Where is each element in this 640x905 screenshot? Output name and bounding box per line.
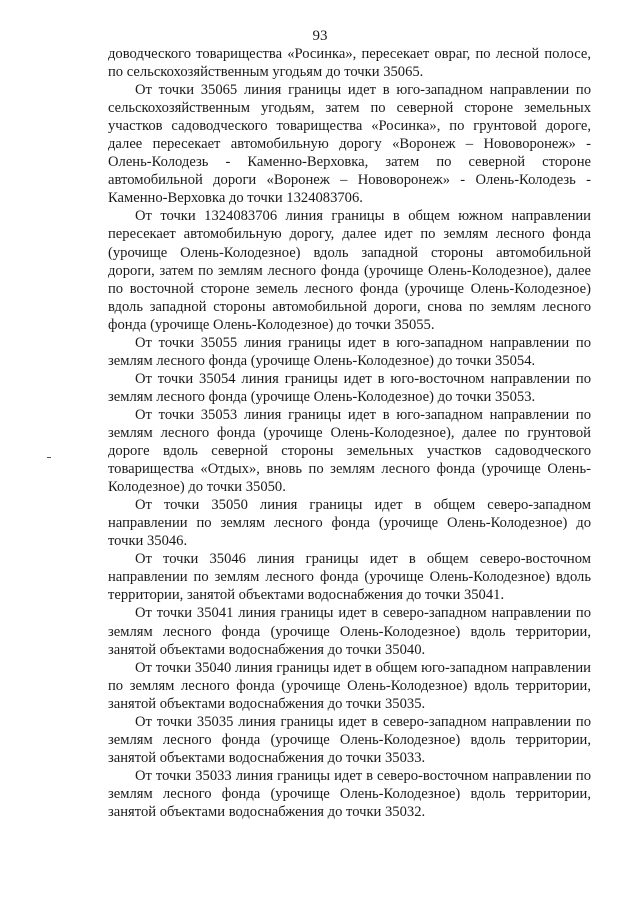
paragraph-9: От точки 35041 линия границы идет в северо-западном направлении по землям лесного фонда (урочище Олень-Колодезное) вдоль территории, занятой объектами водоснабжения до точки 35040. [108, 605, 591, 658]
paragraph-7: От точки 35050 линия границы идет в общем северо-западном направлении по землям лесного фонда (урочище Олень-Колодезное) до точки 35046. [108, 497, 591, 550]
page-number: 93 [312, 28, 328, 44]
paragraph-10: От точки 35040 линия границы идет в общем юго-западном направлении по землям лесного фонда (урочище Олень-Колодезное) вдоль территории, занятой объектами водоснабжения до точки 35035. [108, 659, 591, 712]
paragraph-3: От точки 1324083706 линия границы в общем южном направлении пересекает автомобильную дорогу, далее идет по землям лесного фонда (урочище Олень-Колодезное) вдоль западной стороны автомобильной дороги, затем по землям лесного фонда (урочище Олень-Колодезное), далее по восточной стороне земель лесного фонда (урочище Олень-Колодезное) вдоль западной стороны автомобильной дороги, снова по землям лесного фонда (урочище Олень-Колодезное) до точки 35055. [108, 208, 591, 333]
paragraph-4: От точки 35055 линия границы идет в юго-западном направлении по землям лесного фонда (урочище Олень-Колодезное) до точки 35054. [108, 334, 591, 369]
paragraph-8: От точки 35046 линия границы идет в общем северо-восточном направлении по землям лесного фонда (урочище Олень-Колодезное) вдоль территории, занятой объектами водоснабжения до точки 35041. [108, 551, 591, 604]
margin-mark [47, 457, 51, 458]
paragraph-5: От точки 35054 линия границы идет в юго-восточном направлении по землям лесного фонда (урочище Олень-Колодезное) до точки 35053. [108, 370, 591, 405]
paragraph-12: От точки 35033 линия границы идет в северо-восточном направлении по землям лесного фонда (урочище Олень-Колодезное) вдоль территории, занятой объектами водоснабжения до точки 35032. [108, 767, 591, 820]
paragraph-6: От точки 35053 линия границы идет в юго-западном направлении по землям лесного фонда (урочище Олень-Колодезное), далее по грунтовой дороге вдоль северной стороны земельных участков садоводческого товарищества «Отдых», вновь по землям лесного фонда (урочище Олень-Колодезное) до точки 35050. [108, 406, 591, 496]
document-body [108, 45, 591, 821]
paragraph-11: От точки 35035 линия границы идет в северо-западном направлении по землям лесного фонда (урочище Олень-Колодезное) вдоль территории, занятой объектами водоснабжения до точки 35033. [108, 713, 591, 766]
paragraph-1: доводческого товарищества «Росинка», пересекает овраг, по лесной полосе, по сельскохозяйственным угодьям до точки 35065. [108, 46, 591, 81]
paragraph-2: От точки 35065 линия границы идет в юго-западном направлении по сельскохозяйственным угодьям, затем по северной стороне земельных участков садоводческого товарищества «Росинка», по грунтовой дороге, далее пересекает автомобильную дорогу «Воронеж – Нововоронеж» - Олень-Колодезь - Каменно-Верховка, затем по северной стороне автомобильной дороги «Воронеж – Нововоронеж» - Олень-Колодезь - Каменно-Верховка до точки 1324083706. [108, 82, 591, 207]
